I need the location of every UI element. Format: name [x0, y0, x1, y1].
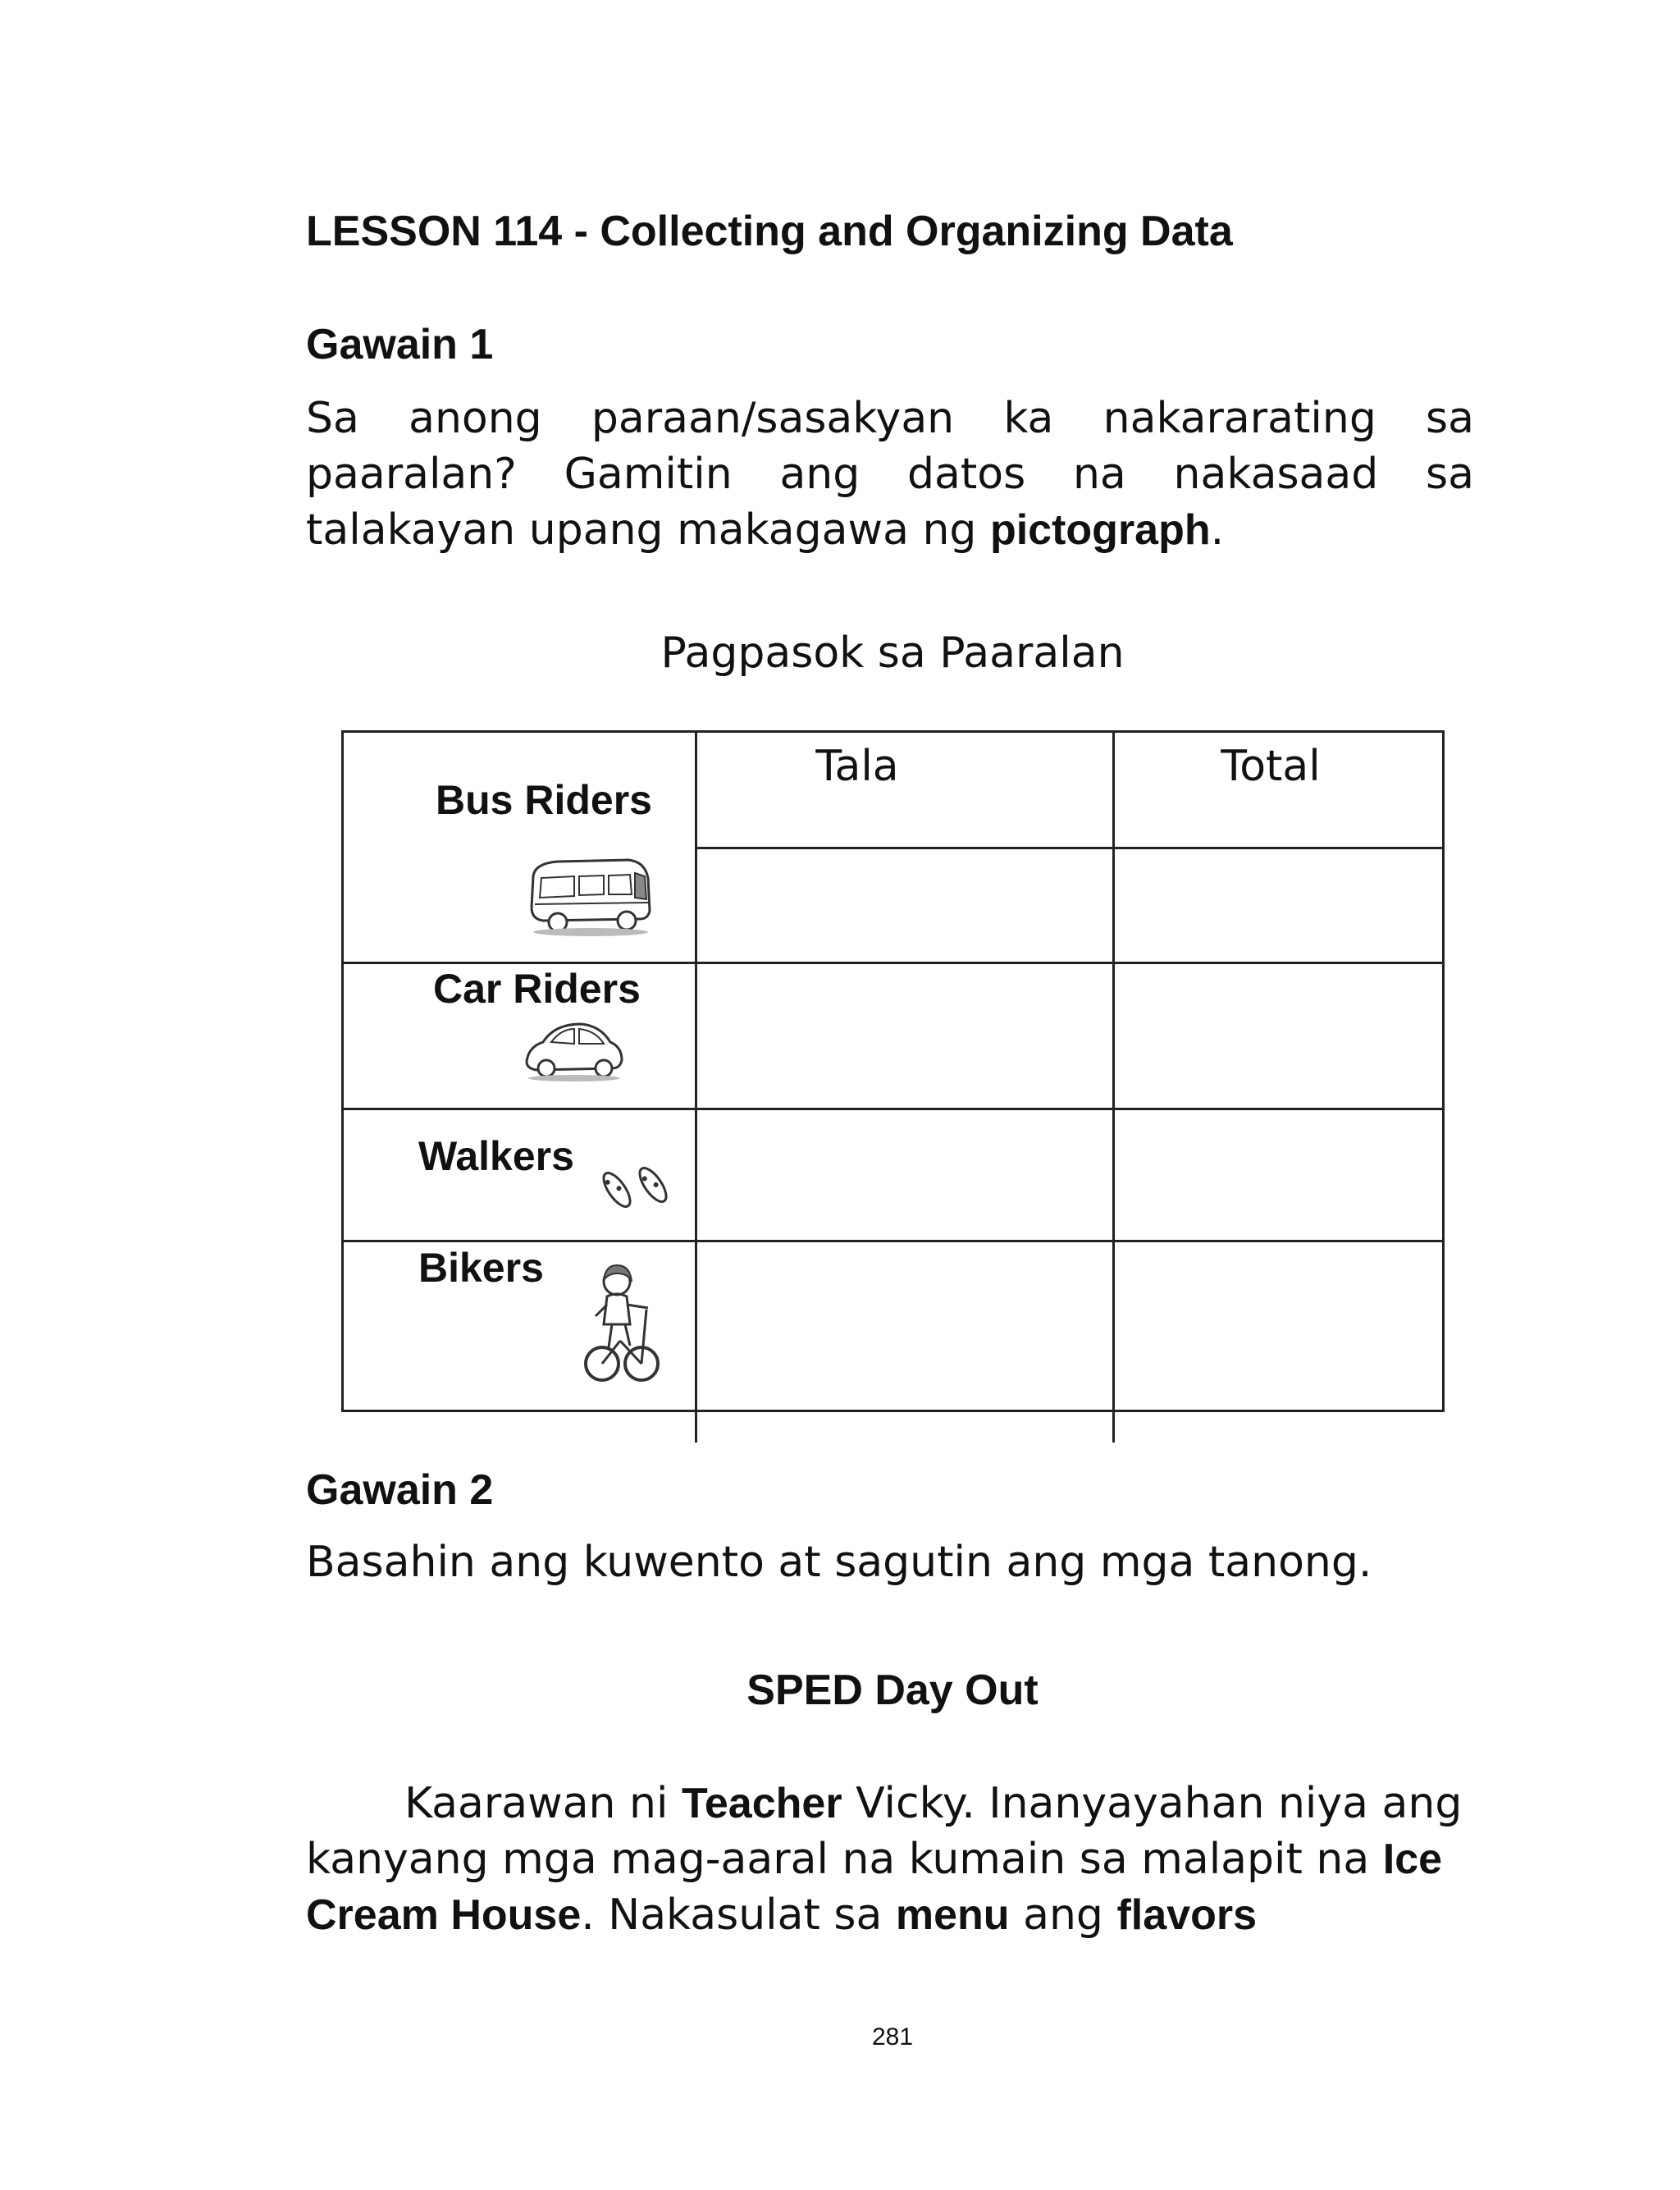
gawain-1-end: . [1210, 505, 1225, 555]
column-header-total: Total [1221, 742, 1321, 791]
table-row-separator-1 [341, 962, 1445, 964]
lesson-title: LESSON 114 - Collecting and Organizing Data [306, 208, 1233, 255]
story-bold-1: Teacher [681, 1780, 842, 1827]
story-bold-2: Ice Cream House [306, 1836, 1443, 1939]
story-title: SPED Day Out [746, 1667, 1039, 1714]
column-header-tala: Tala [815, 742, 899, 791]
gawain-1-text: Sa anong paraan/sasakyan ka nakararating sa paaralan? Gamitin ang datos na nakasaad sa talakayan upang makagawa ng [306, 394, 1474, 555]
gawain-1-heading: Gawain 1 [306, 321, 494, 368]
story-text-3: . Nakasulat sa [581, 1891, 896, 1940]
table-col-divider-1 [695, 730, 697, 1442]
bus-icon [525, 853, 653, 939]
story-bold-4: flavors [1116, 1891, 1257, 1939]
story-bold-3: menu [895, 1891, 1010, 1939]
page-number: 281 [871, 2023, 914, 2051]
story-text-2: Vicky. Inanyayahan niya ang kanyang mga mag-aaral na kumain sa malapit na [306, 1779, 1463, 1884]
story-text-4: ang [1009, 1891, 1117, 1940]
gawain-2-instructions: Basahin ang kuwento at sagutin ang mga tanong. [306, 1538, 1372, 1587]
car-icon [522, 1017, 627, 1083]
table-col-divider-2 [1112, 730, 1115, 1442]
row-label-bus-riders: Bus Riders [436, 777, 652, 823]
story-text-1: Kaarawan ni [404, 1779, 682, 1828]
table-border-right [1442, 730, 1445, 1412]
gawain-2-heading: Gawain 2 [306, 1466, 494, 1514]
story-paragraph [306, 1776, 1474, 1943]
gawain-1-instructions [306, 391, 1474, 558]
table-border-top [341, 730, 1445, 733]
girl-on-bike-icon [579, 1259, 664, 1390]
table-title: Pagpasok sa Paaralan [660, 629, 1125, 678]
table-header-separator [695, 847, 1445, 849]
table-row-separator-3 [341, 1240, 1445, 1242]
table-border-left [341, 730, 344, 1412]
table-row-separator-2 [341, 1108, 1445, 1110]
row-label-walkers: Walkers [418, 1133, 574, 1179]
footprints-icon [592, 1162, 682, 1211]
gawain-1-bold-word: pictograph [989, 506, 1211, 554]
table-border-bottom [341, 1410, 1445, 1412]
row-label-bikers: Bikers [418, 1245, 544, 1291]
row-label-car-riders: Car Riders [433, 966, 641, 1012]
